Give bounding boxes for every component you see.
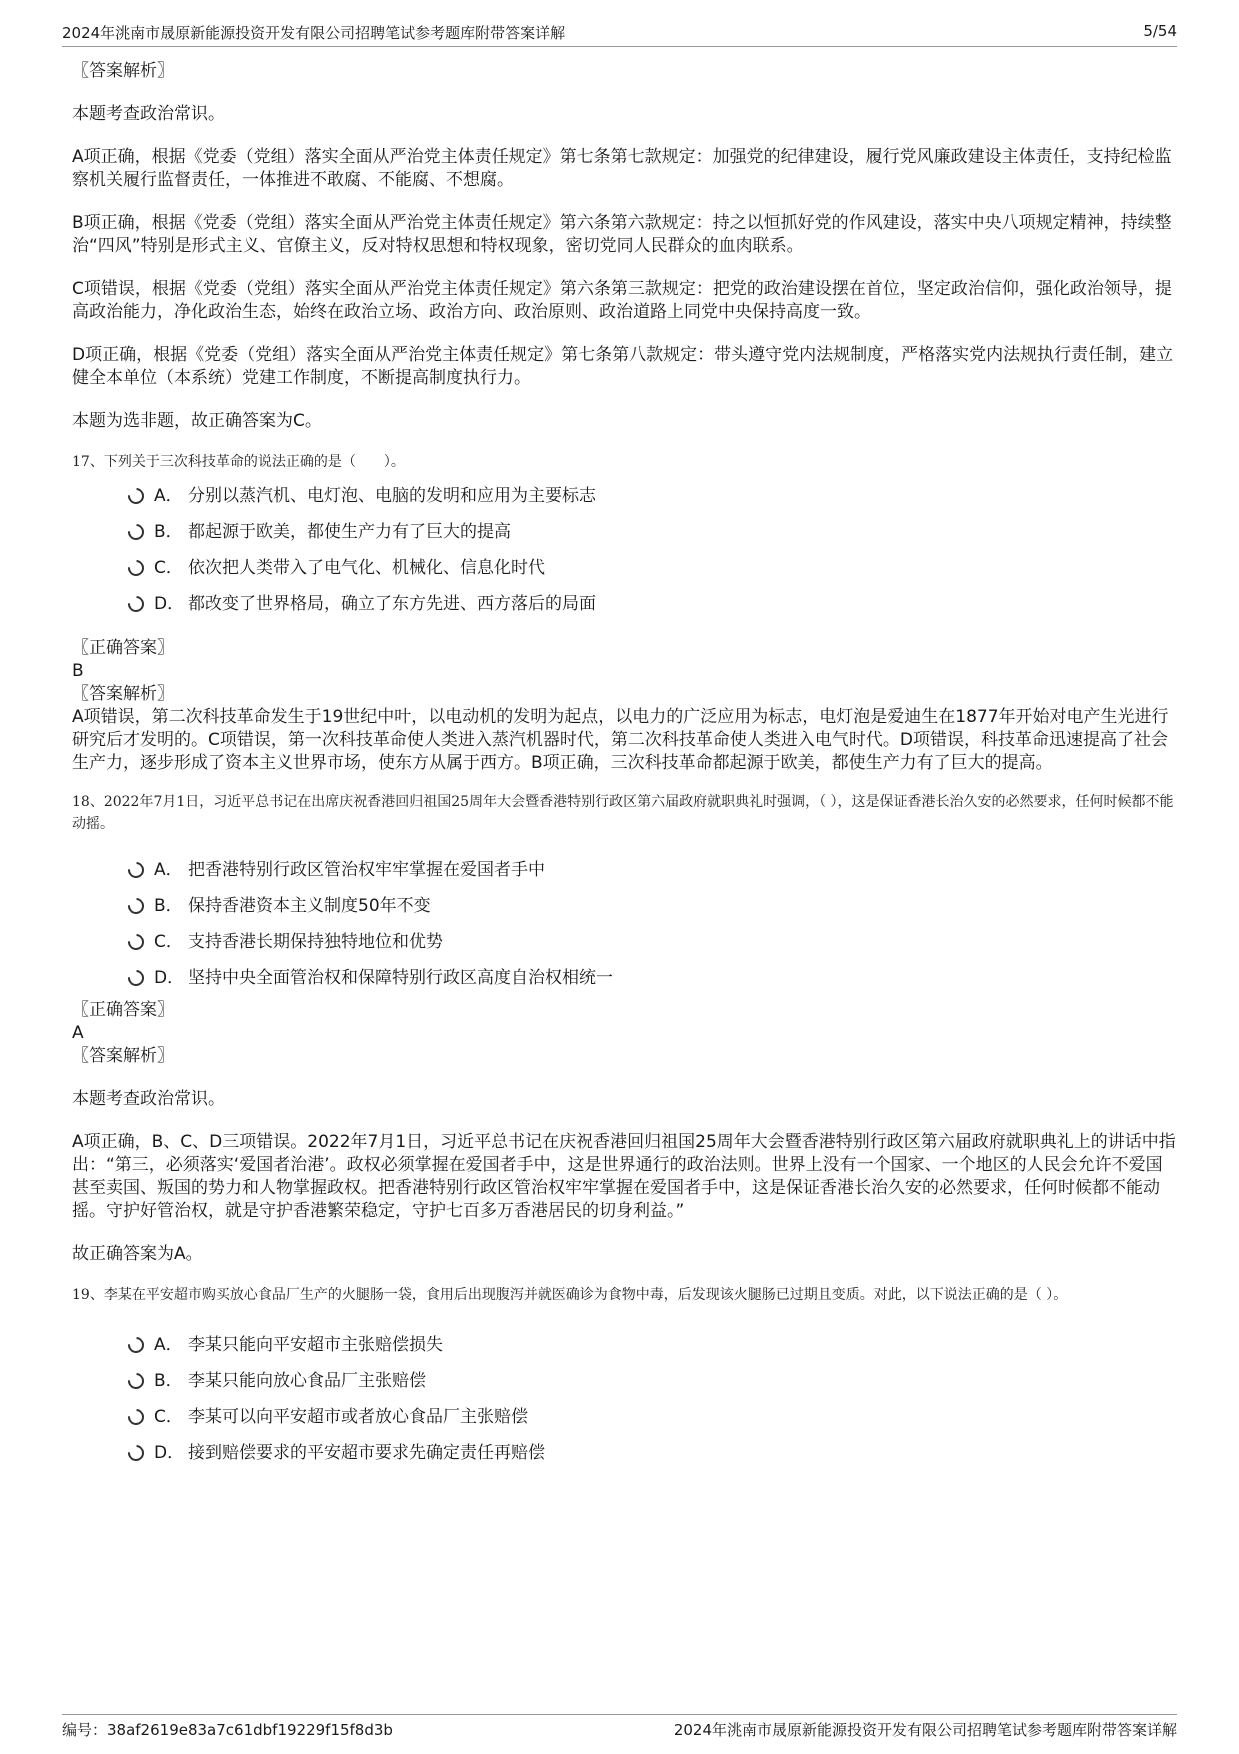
option-a[interactable]: A． 分别以蒸汽机、电灯泡、电脑的发明和应用为主要标志 (128, 475, 1177, 511)
analysis-paragraph: C项错误，根据《党委（党组）落实全面从严治党主体责任规定》第六条第三款规定：把党的政治建设摆在首位，坚定政治信仰，强化政治领导，提高政治能力，净化政治生态，始终在政治立场、政治方向、政治原则、政治道路上同党中央保持高度一致。 (72, 279, 1172, 322)
option-b[interactable]: B． 都起源于欧美，都使生产力有了巨大的提高 (128, 511, 1177, 547)
radio-icon[interactable] (125, 521, 148, 544)
answer-label: 〖正确答案〗 (72, 638, 174, 658)
document-title: 2024年洮南市晟原新能源投资开发有限公司招聘笔试参考题库附带答案详解 (62, 24, 566, 42)
document-code: 编号：38af2619e83a7c61dbf19229f15f8d3b (62, 1721, 393, 1739)
answer-value: A (72, 1023, 84, 1043)
answer-value: B (72, 661, 84, 681)
footer-title: 2024年洮南市晟原新能源投资开发有限公司招聘笔试参考题库附带答案详解 (673, 1721, 1177, 1739)
options-19 (128, 1324, 1177, 1468)
question-17: 17、下列关于三次科技革命的说法正确的是（ ）。 (72, 454, 405, 470)
analysis-label: 〖答案解析〗 (72, 1046, 174, 1066)
radio-icon[interactable] (125, 967, 148, 990)
radio-icon[interactable] (125, 1370, 148, 1393)
radio-icon[interactable] (125, 1406, 148, 1429)
analysis-paragraph: 故正确答案为A。 (72, 1244, 203, 1264)
option-c[interactable]: C． 依次把人类带入了电气化、机械化、信息化时代 (128, 547, 1177, 583)
analysis-label: 〖答案解析〗 (72, 684, 174, 704)
analysis-paragraph: A项正确，B、C、D三项错误。2022年7月1日，习近平总书记在庆祝香港回归祖国25周年大会暨香港特别行政区第六届政府就职典礼上的讲话中指出：“第三，必须落实‘爱国者治港’。政权必须掌握在爱国者手中，这是世界通行的政治法则。世界上没有一个国家、一个地区的人民会允许不爱国甚至卖国、叛国的势力和人物掌握政权。把香港特别行政区管治权牢牢掌握在爱国者手中，这是保证香港长治久安的必然要求，任何时候都不能动摇。守护好管治权，就是守护香港繁荣稳定，守护七百多万香港居民的切身利益。” (72, 1132, 1176, 1221)
analysis-paragraph: D项正确，根据《党委（党组）落实全面从严治党主体责任规定》第七条第八款规定：带头遵守党内法规制度，严格落实党内法规执行责任制，建立健全本单位（本系统）党建工作制度，不断提高制度执行力。 (72, 345, 1174, 388)
options-18 (128, 849, 1177, 993)
analysis-paragraph: A项错误，第二次科技革命发生于19世纪中叶，以电动机的发明为起点，以电力的广泛应用为标志，电灯泡是爱迪生在1877年开始对电产生光进行研究后才发明的。C项错误，第一次科技革命使人类进入蒸汽机器时代，第二次科技革命使人类进入电气时代。D项错误，科技革命迅速提高了社会生产力，逐步形成了资本主义世界市场，使东方从属于西方。B项正确，三次科技革命都起源于欧美，都使生产力有了巨大的提高。 (72, 707, 1169, 773)
options-17 (128, 475, 1177, 619)
page-number: 5/54 (1143, 22, 1177, 40)
option-a[interactable]: A． 李某只能向平安超市主张赔偿损失 (128, 1324, 1177, 1360)
analysis-paragraph: B项正确，根据《党委（党组）落实全面从严治党主体责任规定》第六条第六款规定：持之以恒抓好党的作风建设，落实中央八项规定精神，持续整治“四风”特别是形式主义、官僚主义，反对特权思想和特权现象，密切党同人民群众的血肉联系。 (72, 213, 1172, 256)
option-d[interactable]: D． 坚持中央全面管治权和保障特别行政区高度自治权相统一 (128, 957, 1177, 993)
option-d[interactable]: D． 都改变了世界格局，确立了东方先进、西方落后的局面 (128, 583, 1177, 619)
radio-icon[interactable] (125, 1334, 148, 1357)
analysis-paragraph: 本题考查政治常识。 (72, 104, 225, 124)
option-c[interactable]: C． 支持香港长期保持独特地位和优势 (128, 921, 1177, 957)
radio-icon[interactable] (125, 895, 148, 918)
option-d[interactable]: D． 接到赔偿要求的平安超市要求先确定责任再赔偿 (128, 1432, 1177, 1468)
analysis-label: 〖答案解析〗 (72, 61, 174, 81)
analysis-paragraph: A项正确，根据《党委（党组）落实全面从严治党主体责任规定》第七条第七款规定：加强党的纪律建设，履行党风廉政建设主体责任，支持纪检监察机关履行监督责任，一体推进不敢腐、不能腐、不想腐。 (72, 147, 1172, 190)
page-footer (62, 1714, 1177, 1741)
page-content (72, 60, 1177, 1468)
option-c[interactable]: C． 李某可以向平安超市或者放心食品厂主张赔偿 (128, 1396, 1177, 1432)
option-b[interactable]: B． 保持香港资本主义制度50年不变 (128, 885, 1177, 921)
analysis-paragraph: 本题考查政治常识。 (72, 1089, 225, 1109)
radio-icon[interactable] (125, 931, 148, 954)
radio-icon[interactable] (125, 557, 148, 580)
radio-icon[interactable] (125, 485, 148, 508)
question-18: 18、2022年7月1日，习近平总书记在出席庆祝香港回归祖国25周年大会暨香港特别行政区第六届政府就职典礼时强调，（ ），这是保证香港长治久安的必然要求，任何时候都不能动摇。 (72, 794, 1174, 832)
analysis-paragraph: 本题为选非题，故正确答案为C。 (72, 411, 322, 431)
question-19: 19、李某在平安超市购买放心食品厂生产的火腿肠一袋，食用后出现腹泻并就医确诊为食物中毒，后发现该火腿肠已过期且变质。对此，以下说法正确的是（ ）。 (72, 1287, 1068, 1303)
option-a[interactable]: A． 把香港特别行政区管治权牢牢掌握在爱国者手中 (128, 849, 1177, 885)
option-b[interactable]: B． 李某只能向放心食品厂主张赔偿 (128, 1360, 1177, 1396)
answer-label: 〖正确答案〗 (72, 1000, 174, 1020)
radio-icon[interactable] (125, 859, 148, 882)
page-header (62, 20, 1177, 47)
radio-icon[interactable] (125, 1442, 148, 1465)
radio-icon[interactable] (125, 593, 148, 616)
